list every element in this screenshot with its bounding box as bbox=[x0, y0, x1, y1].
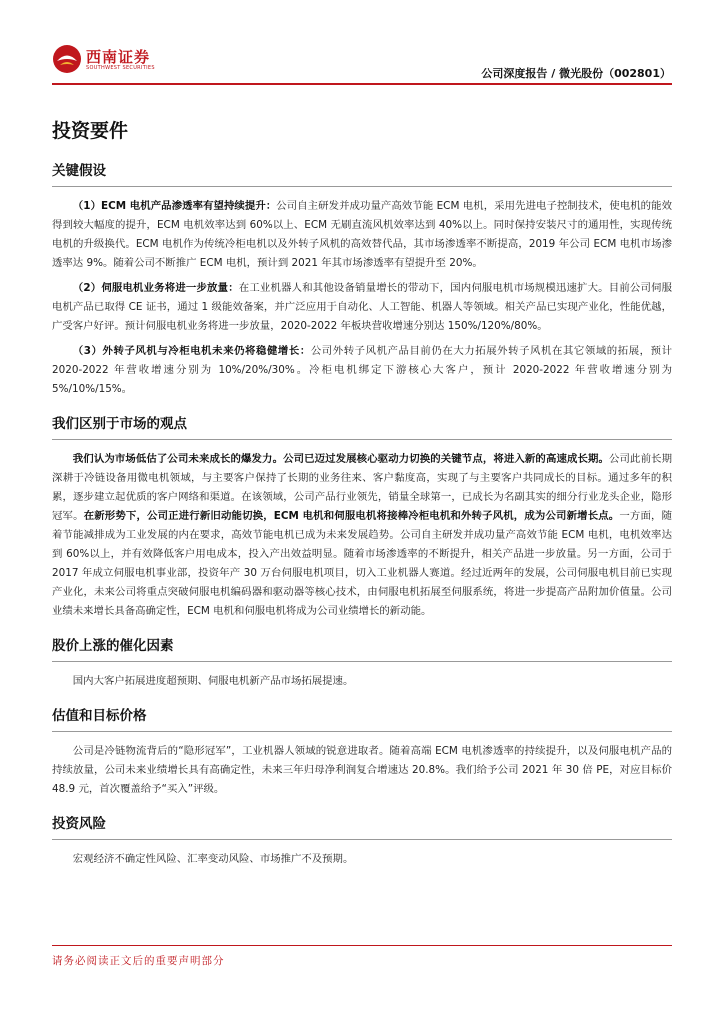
view-paragraph bbox=[52, 450, 672, 621]
section-our-view bbox=[52, 415, 672, 621]
valuation-paragraph: 公司是冷链物流背后的“隐形冠军”，工业机器人领域的锐意进取者。随着高端 ECM 电机渗透率的持续提升，以及伺服电机产品的持续放量，公司未来业绩增长具有高确定性，未来三年归母净利润复合增速达 20.8%。我们给予公司 2021 年 30 倍 PE，对应目标价 48.9 元，首次覆盖给予“买入”评级。 bbox=[52, 745, 672, 795]
logo-emblem-icon bbox=[52, 44, 82, 74]
section-heading: 我们区别于市场的观点 bbox=[52, 416, 187, 432]
section-heading: 估值和目标价格 bbox=[52, 708, 147, 724]
logo-chinese-name: 西南证券 bbox=[86, 48, 151, 66]
catalyst-paragraph: 国内大客户拓展进度超预期、伺服电机新产品市场拓展提速。 bbox=[72, 675, 354, 687]
view-text-2: 一方面，随着节能减排成为工业发展的内在要求，高效节能电机已成为未来发展趋势。公司自主研发并成功量产高效节能 ECM 电机，电机效率达到 60%以上，并有效降低客户用电成本，投入产出效益明显。随着市场渗透率的不断提升，相关产品进一步放量。另一方面，公司于 2017 年成立伺服电机事业部，投资年产 30 万台伺服电机项目，切入工业机器人赛道。经过近两年的发展，公司伺服电机目前已实现产业化，未来公司将重点突破伺服电机编码器和驱动器等核心技术，由伺服电机拓展至伺服系统，将进一步提高产品附加价值量。公司业绩未来增长具备高确定性，ECM 电机和伺服电机将成为公司业绩增长的新动能。 bbox=[52, 510, 673, 617]
assumption-1-title: （1）ECM 电机产品渗透率有望持续提升： bbox=[72, 200, 277, 212]
assumption-paragraph-1 bbox=[52, 197, 672, 273]
assumption-3-title: （3）外转子风机与冷柜电机未来仍将稳健增长： bbox=[72, 345, 311, 357]
section-heading: 投资风险 bbox=[52, 816, 106, 832]
assumption-1-text: 公司自主研发并成功量产高效节能 ECM 电机，采用先进电子控制技术，使电机的能效得到较大幅度的提升，ECM 电机效率达到 60%以上、ECM 无刷直流风机效率达到 40%以上。同时保持安装尺寸的通用性，实现传统电机的升级换代。ECM 电机作为传统冷柜电机以及外转子风机的高效替代品，其市场渗透率不断提高，2019 年公司 ECM 电机市场渗透率达 9%。随着公司不断推广 ECM 电机，预计到 2021 年其市场渗透率有望提升至 20%。 bbox=[52, 200, 672, 269]
section-valuation bbox=[52, 707, 672, 799]
assumption-paragraph-3 bbox=[52, 342, 672, 399]
section-divider bbox=[52, 839, 672, 840]
report-title: 公司深度报告 / 微光股份（002801） bbox=[481, 67, 671, 80]
company-logo bbox=[52, 44, 182, 74]
page-title: 投资要件 bbox=[52, 120, 129, 142]
section-investment-risk bbox=[52, 815, 672, 869]
section-catalysts bbox=[52, 637, 672, 691]
assumption-3-text: 公司外转子风机产品目前仍在大力拓展外转子风机在其它领域的拓展，预计 2020-2022 年营收增速分别为 10%/20%/30%。冷柜电机绑定下游核心大客户，预计 2020-2022 年营收增速分别为 5%/10%/15%。 bbox=[52, 345, 672, 395]
view-text-1: 公司此前长期深耕于冷链设备用微电机领域，与主要客户保持了长期的业务往来、客户黏度高，实现了与主要客户共同成长的目标。通过多年的积累，逐步建立起优质的客户网络和渠道。在该领域，公司产品行业领先，销量全球第一，已成长为名副其实的细分行业龙头企业，隐形冠军。 bbox=[52, 453, 672, 522]
section-heading: 关键假设 bbox=[52, 163, 106, 179]
section-divider bbox=[52, 731, 672, 732]
page-header bbox=[0, 0, 724, 90]
section-divider bbox=[52, 661, 672, 662]
risk-paragraph: 宏观经济不确定性风险、汇率变动风险、市场推广不及预期。 bbox=[72, 853, 354, 865]
section-key-assumptions bbox=[52, 162, 672, 399]
view-bold-2: 在新形势下，公司正进行新旧动能切换，ECM 电机和伺服电机将接棒冷柜电机和外转子风机，成为公司新增长点。 bbox=[83, 510, 620, 522]
assumption-2-text: 在工业机器人和其他设备销量增长的带动下，国内伺服电机市场规模迅速扩大。目前公司伺服电机产品已取得 CE 证书，通过 1 级能效备案，并广泛应用于自动化、人工智能、机器人等领域。相关产品已实现产业化，性能优越，广受客户好评。预计伺服电机业务将进一步放量，2020-2022 年板块营收增速分别达 150%/120%/80%。 bbox=[52, 282, 673, 332]
main-content bbox=[52, 118, 672, 885]
footer-disclaimer: 请务必阅读正文后的重要声明部分 bbox=[52, 955, 225, 967]
footer-divider bbox=[52, 945, 672, 946]
assumption-paragraph-2 bbox=[52, 279, 672, 336]
assumption-2-title: （2）伺服电机业务将进一步放量： bbox=[72, 282, 239, 294]
section-divider bbox=[52, 186, 672, 187]
section-heading: 股价上涨的催化因素 bbox=[52, 638, 174, 654]
section-divider bbox=[52, 439, 672, 440]
view-bold-1: 我们认为市场低估了公司未来成长的爆发力。公司已迈过发展核心驱动力切换的关键节点，将进入新的高速成长期。 bbox=[72, 453, 610, 465]
logo-english-name: SOUTHWEST SECURITIES bbox=[86, 65, 155, 71]
header-divider bbox=[52, 83, 672, 85]
